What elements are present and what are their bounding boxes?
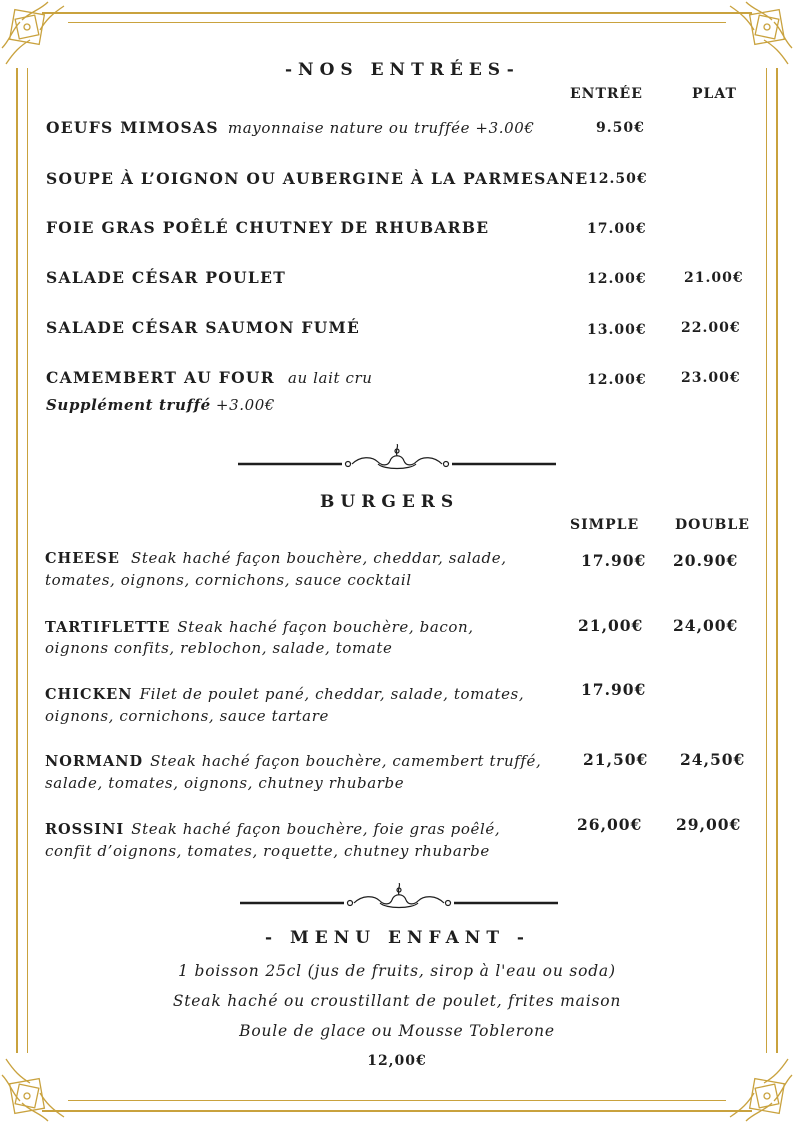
menu-enfant-line: Boule de glace ou Mousse Toblerone [239, 1022, 555, 1040]
entree-row-oeufs-mimosas [46, 118, 535, 137]
burgers-col-simple: SIMPLE [570, 517, 640, 533]
burger-row-chicken [45, 684, 524, 703]
burger-desc: Filet de poulet pané, cheddar, salade, tomates, [139, 685, 525, 703]
entree-desc: mayonnaise nature ou truffée +3.00€ [227, 119, 535, 137]
menu-enfant-title: - MENU ENFANT - [265, 928, 530, 948]
menu-enfant-line: Steak haché ou croustillant de poulet, frites maison [172, 992, 622, 1010]
burger-desc-line2: oignons, cornichons, sauce tartare [45, 707, 329, 725]
corner-ornament-top-left [0, 0, 80, 80]
double-price: 20.90€ [673, 551, 739, 570]
frame-right-inner [766, 68, 767, 1053]
burger-desc: Steak haché façon bouchère, foie gras poêlé, [131, 820, 501, 838]
burgers-col-double: DOUBLE [675, 517, 750, 533]
plat-price: 21.00€ [684, 270, 744, 286]
entree-name: OEUFS MIMOSAS [46, 118, 219, 137]
entree-price: 9.50€ [596, 120, 645, 136]
double-price: 29,00€ [676, 815, 742, 834]
frame-right-outer [776, 68, 778, 1053]
double-price: 24,00€ [673, 616, 739, 635]
menu-enfant-price: 12,00€ [367, 1053, 427, 1069]
entree-name-foie-gras: FOIE GRAS POÊLÉ CHUTNEY DE RHUBARBE [46, 218, 490, 237]
burgers-title: BURGERS [320, 492, 460, 512]
frame-top-outer [42, 12, 752, 14]
entrees-title: -NOS ENTRÉES- [285, 60, 520, 80]
burger-desc: Steak haché façon bouchère, cheddar, salade, [130, 549, 507, 567]
burger-name: TARTIFLETTE [45, 619, 171, 636]
entrees-col-plat: PLAT [692, 86, 737, 102]
frame-left-outer [16, 68, 18, 1053]
entrees-col-entree: ENTRÉE [570, 86, 643, 102]
burger-row-normand [45, 751, 541, 770]
burger-name: CHICKEN [45, 686, 133, 703]
simple-price: 17.90€ [581, 551, 647, 570]
supplement-label: Supplément truffé [46, 396, 211, 414]
burger-desc: Steak haché façon bouchère, camembert truffé, [150, 752, 542, 770]
simple-price: 17.90€ [581, 680, 647, 699]
burger-name: NORMAND [45, 753, 144, 770]
plat-price: 22.00€ [681, 320, 741, 336]
burger-desc: Steak haché façon bouchère, bacon, [177, 618, 474, 636]
entree-row-camembert [46, 368, 373, 387]
camembert-supplement [46, 395, 275, 414]
entree-name-cesar-poulet: SALADE CÉSAR POULET [46, 268, 287, 287]
simple-price: 21,50€ [583, 750, 649, 769]
burger-row-rossini [45, 819, 500, 838]
burger-name: ROSSINI [45, 821, 125, 838]
supplement-price: +3.00€ [215, 396, 276, 414]
frame-bottom-inner [68, 1100, 726, 1101]
corner-ornament-top-right [714, 0, 794, 80]
simple-price: 26,00€ [577, 815, 643, 834]
burger-desc-line2: confit d’oignons, tomates, roquette, chutney rhubarbe [45, 842, 490, 860]
frame-left-inner [27, 68, 28, 1053]
frame-top-inner [68, 22, 726, 23]
double-price: 24,50€ [680, 750, 746, 769]
menu-enfant-line: 1 boisson 25cl (jus de fruits, sirop à l'eau ou soda) [178, 962, 616, 980]
entree-name-soupe: SOUPE À L’OIGNON OU AUBERGINE À LA PARMESANE [46, 169, 589, 188]
entree-price: 12.00€ [587, 372, 647, 388]
burger-row-cheese [45, 548, 507, 567]
entree-price: 13.00€ [587, 322, 647, 338]
burger-desc-line2: salade, tomates, oignons, chutney rhubarbe [45, 774, 405, 792]
entree-price: 12.50€ [588, 171, 648, 187]
ornamental-divider [238, 444, 556, 474]
burger-desc-line2: tomates, oignons, cornichons, sauce cocktail [45, 571, 412, 589]
ornamental-divider [240, 883, 558, 913]
entree-name: CAMEMBERT AU FOUR [46, 368, 275, 387]
entree-desc: au lait cru [287, 369, 373, 387]
entree-name-cesar-saumon: SALADE CÉSAR SAUMON FUMÉ [46, 318, 361, 337]
plat-price: 23.00€ [681, 370, 741, 386]
frame-bottom-outer [42, 1110, 752, 1112]
burger-row-tartiflette [45, 617, 474, 636]
entree-price: 17.00€ [587, 221, 647, 237]
burger-name: CHEESE [45, 550, 120, 567]
entree-price: 12.00€ [587, 271, 647, 287]
burger-desc-line2: oignons confits, reblochon, salade, tomate [45, 639, 393, 657]
simple-price: 21,00€ [578, 616, 644, 635]
